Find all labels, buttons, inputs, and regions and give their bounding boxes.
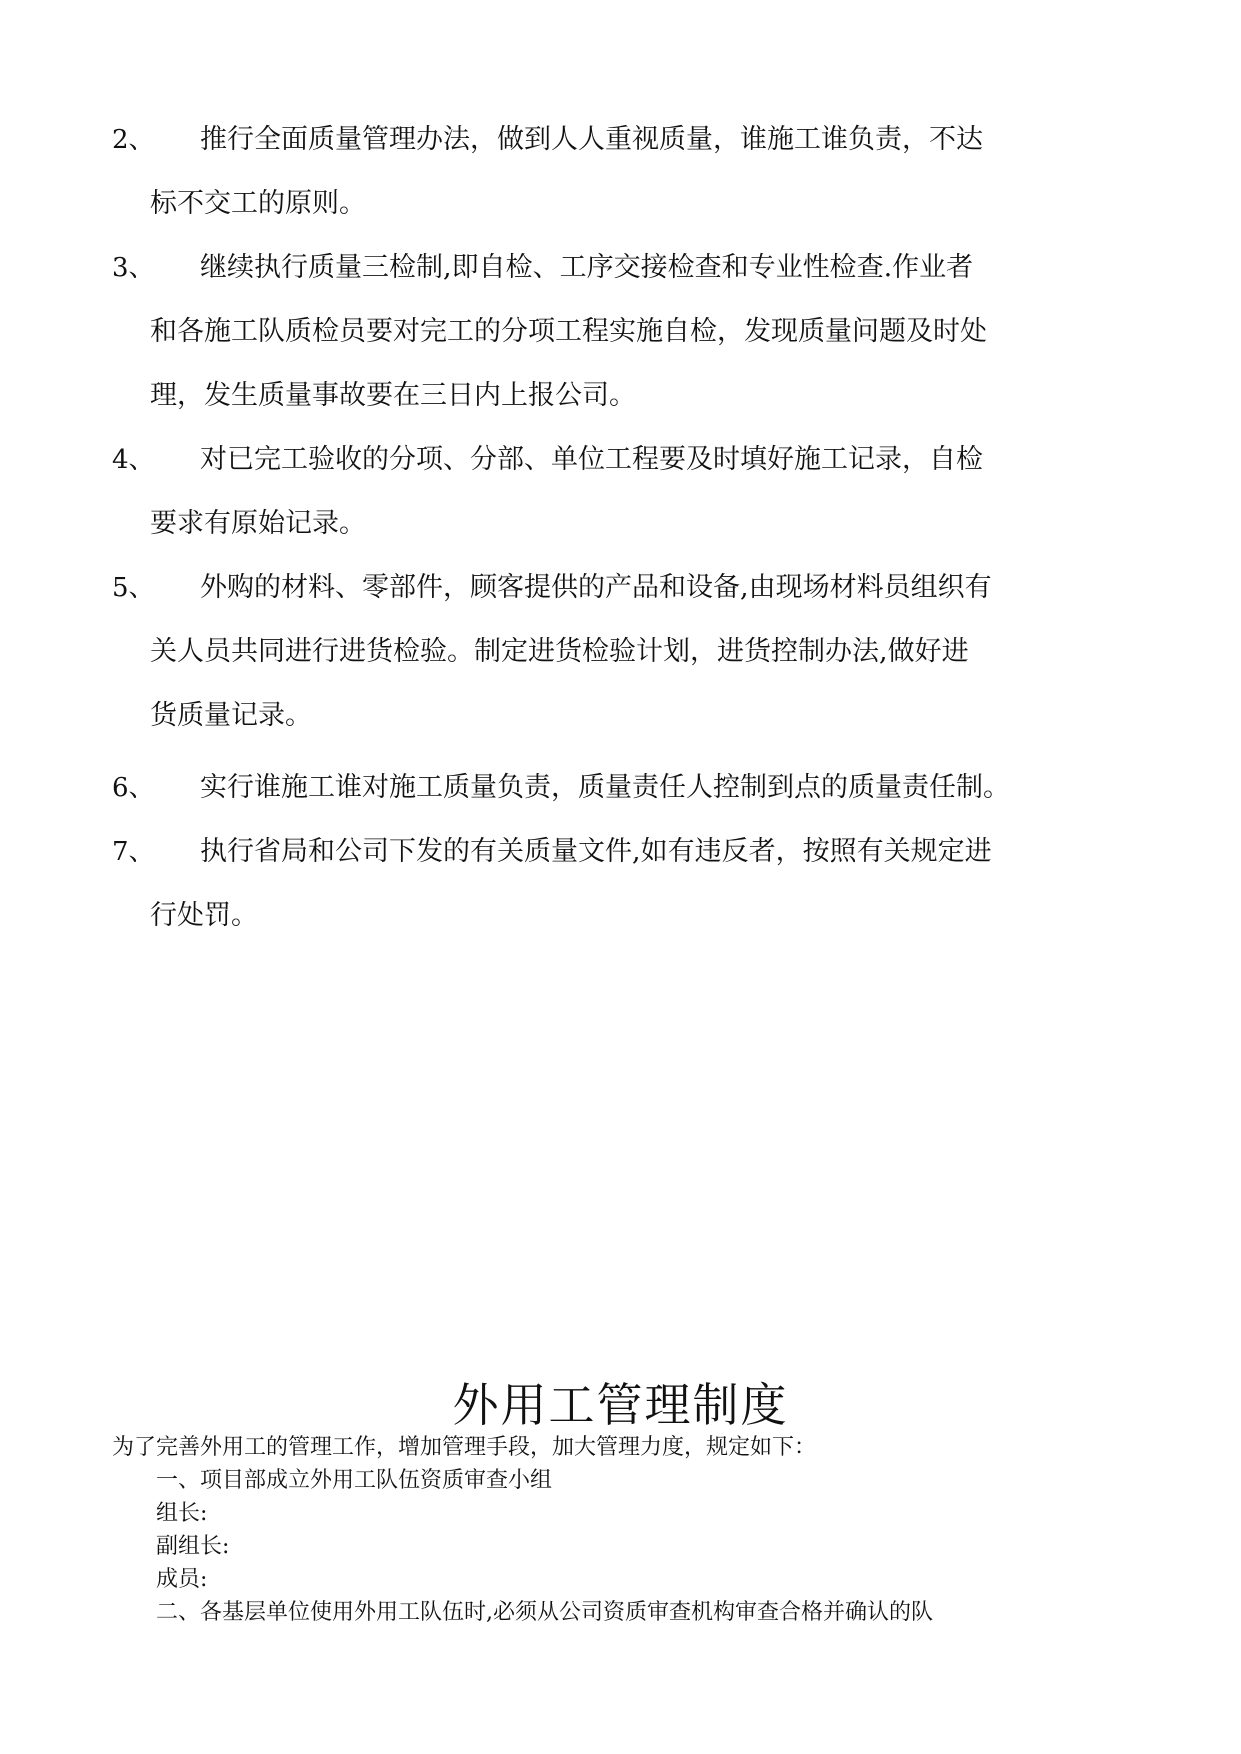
item-number: 7、 bbox=[112, 837, 155, 867]
item-text-line: 和各施工队质检员要对完工的分项工程实施自检，发现质量问题及时处 bbox=[150, 316, 987, 347]
item-text-line: 对已完工验收的分项、分部、单位工程要及时填好施工记录，自检 bbox=[200, 444, 983, 475]
item-text-line: 行处罚。 bbox=[150, 900, 258, 931]
item-number: 5、 bbox=[112, 573, 155, 603]
item-number: 6、 bbox=[112, 773, 155, 803]
item-text-line: 外购的材料、零部件，顾客提供的产品和设备,由现场材料员组织有 bbox=[200, 572, 992, 603]
section-intro: 为了完善外用工的管理工作，增加管理手段，加大管理力度，规定如下： bbox=[112, 1435, 817, 1460]
leader-label: 组长: bbox=[156, 1501, 208, 1526]
item-number: 4、 bbox=[112, 445, 155, 475]
members-label: 成员: bbox=[156, 1567, 208, 1592]
vice-leader-label: 副组长: bbox=[156, 1534, 230, 1559]
item-text-line: 关人员共同进行进货检验。制定进货检验计划，进货控制办法,做好进 bbox=[150, 636, 969, 667]
item-text-line: 要求有原始记录。 bbox=[150, 508, 366, 539]
section-title: 外用工管理制度 bbox=[452, 1378, 789, 1432]
item-text-line: 执行省局和公司下发的有关质量文件,如有违反者，按照有关规定进 bbox=[200, 836, 992, 867]
item-text-line: 标不交工的原则。 bbox=[150, 188, 366, 219]
item-number: 2、 bbox=[112, 125, 155, 155]
item-text-line: 货质量记录。 bbox=[150, 700, 312, 731]
section-item-1: 一、项目部成立外用工队伍资质审查小组 bbox=[156, 1468, 553, 1493]
section-item-2: 二、各基层单位使用外用工队伍时,必须从公司资质审查机构审查合格并确认的队 bbox=[156, 1600, 933, 1625]
item-text-line: 继续执行质量三检制,即自检、工序交接检查和专业性检查.作业者 bbox=[200, 252, 974, 283]
item-text-line: 理，发生质量事故要在三日内上报公司。 bbox=[150, 380, 636, 411]
item-text-line: 实行谁施工谁对施工质量负责，质量责任人控制到点的质量责任制。 bbox=[200, 772, 1010, 803]
item-text-line: 推行全面质量管理办法，做到人人重视质量，谁施工谁负责，不达 bbox=[200, 124, 983, 155]
item-number: 3、 bbox=[112, 253, 155, 283]
